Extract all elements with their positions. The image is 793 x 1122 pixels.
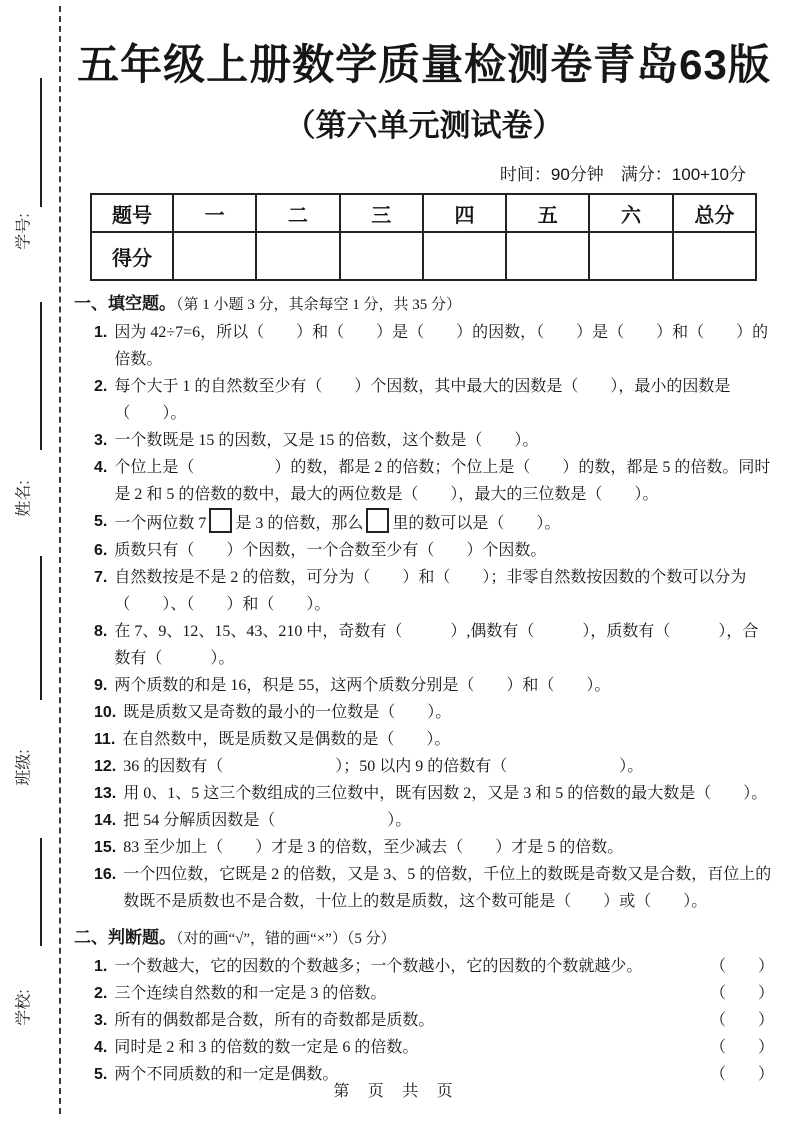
- answer-bracket[interactable]: （ ）: [709, 958, 774, 975]
- question-item: [94, 726, 774, 753]
- exam-info: 时间：90分钟 满分：100+10分: [499, 165, 746, 184]
- question-text: 一个数越大，它的因数的个数越多；一个数越小，它的因数的个数就越少。: [114, 958, 643, 975]
- score-table-cell: 二: [256, 194, 339, 232]
- question-item: [94, 427, 774, 454]
- question-number: 8.: [94, 623, 108, 640]
- question-text: 把 54 分解质因数是（ ）。: [123, 812, 412, 829]
- question-number: 16.: [94, 866, 117, 883]
- question-text: 既是质数又是奇数的最小的一位数是（ ）。: [123, 704, 452, 721]
- answer-bracket[interactable]: （ ）: [709, 1039, 774, 1056]
- question-item: [94, 861, 774, 915]
- question-number: 3.: [94, 1012, 108, 1029]
- question-item: [94, 807, 774, 834]
- question-item: [94, 564, 774, 618]
- score-input-cell[interactable]: [673, 232, 756, 280]
- score-input-cell[interactable]: [423, 232, 506, 280]
- score-table-cell: 三: [340, 194, 423, 232]
- question-number: 10.: [94, 704, 117, 721]
- score-table-cell: 六: [589, 194, 672, 232]
- question-item: [94, 699, 774, 726]
- class-label: 班级:: [15, 749, 33, 786]
- score-table-cell: 题号: [91, 194, 173, 232]
- score-input-cell[interactable]: [256, 232, 339, 280]
- score-input-cell[interactable]: [589, 232, 672, 280]
- judge-item: [94, 1034, 774, 1061]
- question-item: [94, 508, 774, 537]
- score-table-cell: 四: [423, 194, 506, 232]
- question-number: 7.: [94, 569, 108, 586]
- score-table-score-row: [91, 232, 756, 280]
- score-input-cell[interactable]: [506, 232, 589, 280]
- exam-content: [74, 0, 774, 1088]
- answer-box[interactable]: [366, 508, 389, 533]
- answer-box[interactable]: [209, 508, 232, 533]
- question-text: 一个四位数，它既是 2 的倍数，又是 3、5 的倍数，千位上的数既是奇数又是合数，百位上的数既不是质数也不是合数，十位上的数是质数，这个数可能是（ ）或（ ）。: [123, 866, 772, 910]
- question-text: 自然数按是不是 2 的倍数，可分为（ ）和（ ）；非零自然数按因数的个数可以分为（ ）、（ ）和（ ）。: [114, 569, 747, 613]
- question-number: 11.: [94, 731, 116, 748]
- class-blank-line: [40, 556, 42, 700]
- question-item: [94, 834, 774, 861]
- question-text: 在自然数中，既是质数又是偶数的是（ ）。: [122, 731, 451, 748]
- page-subtitle: （第六单元测试卷）: [284, 108, 564, 143]
- question-item: [94, 454, 774, 508]
- section-heading: [74, 924, 774, 953]
- score-table: [90, 193, 757, 281]
- question-number: 4.: [94, 459, 108, 476]
- score-table-header-row: [91, 194, 756, 232]
- page-title: 五年级上册数学质量检测卷青岛63版: [77, 41, 771, 88]
- fold-dashed-line: [59, 6, 61, 1114]
- question-number: 1.: [94, 958, 108, 975]
- judge-item: [94, 1007, 774, 1034]
- score-table-cell: 五: [506, 194, 589, 232]
- question-item: [94, 319, 774, 373]
- question-text: 两个不同质数的和一定是偶数。: [114, 1066, 339, 1083]
- student-id-blank-line: [40, 78, 42, 207]
- section-heading: [74, 290, 774, 319]
- section-title: 二、判断题。: [74, 928, 176, 947]
- question-number: 14.: [94, 812, 117, 829]
- answer-bracket[interactable]: （ ）: [709, 1012, 774, 1029]
- question-number: 15.: [94, 839, 117, 856]
- score-table-cell: 一: [173, 194, 256, 232]
- question-number: 5.: [94, 513, 108, 530]
- question-text: 每个大于 1 的自然数至少有（ ）个因数，其中最大的因数是（ ），最小的因数是（ ）。: [114, 378, 731, 422]
- question-text: 用 0、1、5 这三个数组成的三位数中，既有因数 2，又是 3 和 5 的倍数的最大数是（ ）。: [123, 785, 768, 802]
- question-text: 三个连续自然数的和一定是 3 的倍数。: [114, 985, 387, 1002]
- section-true-false: [74, 924, 774, 1088]
- question-number: 1.: [94, 324, 108, 341]
- question-text: 两个质数的和是 16，积是 55，这两个质数分别是（ ）和（ ）。: [114, 677, 611, 694]
- question-item: [94, 753, 774, 780]
- question-text: 83 至少加上（ ）才是 3 的倍数，至少减去（ ）才是 5 的倍数。: [123, 839, 624, 856]
- question-number: 12.: [94, 758, 117, 775]
- section-note: （对的画“√”，错的画“×”）（5 分）: [176, 931, 396, 947]
- score-input-cell[interactable]: [173, 232, 256, 280]
- question-text: 个位上是（ ）的数，都是 2 的倍数；个位上是（ ）的数，都是 5 的倍数。同时是 2 和 5 的倍数的数中，最大的两位数是（ ），最大的三位数是（ ）。: [114, 459, 771, 503]
- question-text: 同时是 2 和 3 的倍数的数一定是 6 的倍数。: [114, 1039, 419, 1056]
- section-title: 一、填空题。: [74, 294, 176, 313]
- question-text: 一个两位数 7 是 3 的倍数，那么 里的数可以是（ ）。: [114, 508, 774, 537]
- question-number: 5.: [94, 1066, 108, 1083]
- question-number: 4.: [94, 1039, 108, 1056]
- score-input-cell[interactable]: [340, 232, 423, 280]
- score-table-cell: 得分: [91, 232, 173, 280]
- section-note: （第 1 小题 3 分，其余每空 1 分，共 35 分）: [176, 297, 462, 313]
- question-text: 质数只有（ ）个因数，一个合数至少有（ ）个因数。: [114, 542, 547, 559]
- question-item: [94, 672, 774, 699]
- student-id-label: 学号:: [15, 213, 33, 250]
- question-number: 13.: [94, 785, 117, 802]
- question-number: 3.: [94, 432, 108, 449]
- answer-bracket[interactable]: （ ）: [709, 1066, 774, 1083]
- question-item: [94, 618, 774, 672]
- answer-bracket[interactable]: （ ）: [709, 985, 774, 1002]
- question-number: 2.: [94, 985, 108, 1002]
- question-text: 在 7、9、12、15、43、210 中，奇数有（ ）,偶数有（ ），质数有（ ），合数有（ ）。: [114, 623, 759, 667]
- judge-item: [94, 953, 774, 980]
- question-number: 2.: [94, 378, 108, 395]
- question-number: 6.: [94, 542, 108, 559]
- question-text: 所有的偶数都是合数，所有的奇数都是质数。: [114, 1012, 435, 1029]
- student-name-label: 姓名:: [15, 480, 33, 517]
- question-item: [94, 780, 774, 807]
- score-table-cell: 总分: [673, 194, 756, 232]
- question-item: [94, 373, 774, 427]
- question-number: 9.: [94, 677, 108, 694]
- question-text: 一个数既是 15 的因数，又是 15 的倍数，这个数是（ ）。: [114, 432, 539, 449]
- question-text: 36 的因数有（ ）；50 以内 9 的倍数有（ ）。: [123, 758, 644, 775]
- judge-item: [94, 980, 774, 1007]
- question-item: [94, 537, 774, 564]
- section-fill-in-blanks: [74, 290, 774, 915]
- page-footer: 第 页 共 页: [333, 1083, 460, 1100]
- student-name-blank-line: [40, 302, 42, 450]
- school-label: 学校:: [15, 989, 33, 1026]
- question-text: 因为 42÷7=6，所以（ ）和（ ）是（ ）的因数，（ ）是（ ）和（ ）的倍数。: [114, 324, 769, 368]
- school-blank-line: [40, 838, 42, 946]
